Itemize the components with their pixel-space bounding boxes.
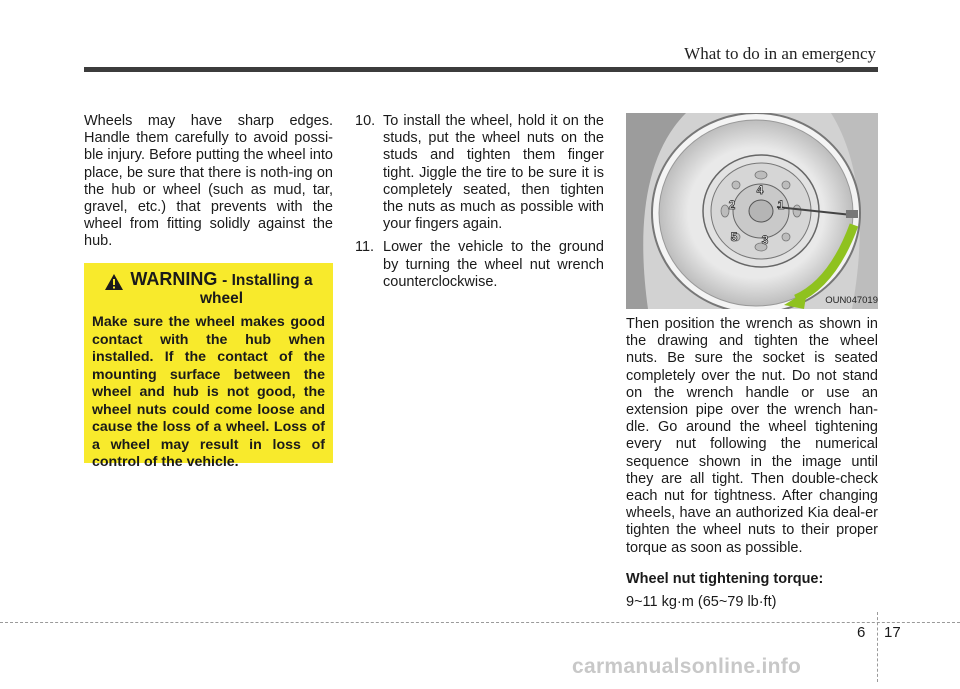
step-number: 11.	[355, 239, 375, 256]
watermark: carmanualsonline.info	[572, 655, 802, 678]
warning-subtitle-line2: wheel	[199, 290, 244, 307]
footer-dashed-rule	[0, 622, 960, 623]
page-number: 17	[884, 624, 901, 641]
tightening-instructions	[626, 316, 878, 611]
figure-code: OUN047019	[825, 295, 878, 306]
torque-label: Wheel nut tightening torque:	[626, 570, 824, 587]
footer-vertical-rule	[877, 612, 878, 682]
step-text: Lower the vehicle to the ground by turning the wheel nut wrench counterclockwise.	[383, 239, 604, 290]
step-number: 10.	[355, 113, 376, 129]
warning-body: Make sure the wheel makes good contact with the hub when installed. If the contact of the mounting surface between the wheel and hub is not good, the wheel nuts could come loose and cause the loss of a wheel. Loss of a wheel may result in loss of control of the vehicle.	[92, 314, 325, 470]
warning-subtitle: - Installing a	[222, 272, 313, 289]
warning-title	[130, 270, 312, 308]
warning-header	[92, 270, 325, 308]
step-item	[355, 239, 604, 291]
header-rule	[84, 67, 878, 72]
nut-label-2: 2	[728, 198, 736, 212]
chapter-number: 6	[857, 624, 866, 641]
nut-label-1: 1	[777, 198, 785, 212]
nut-label-5: 5	[730, 230, 738, 244]
warning-word: WARNING	[130, 269, 218, 289]
torque-value: 9~11 kg·m (65~79 lb·ft)	[626, 594, 777, 611]
warning-box	[84, 263, 333, 470]
wheel-figure	[626, 113, 878, 309]
step-item	[355, 113, 604, 233]
warning-triangle-icon	[104, 273, 124, 291]
nut-label-3: 3	[761, 233, 769, 247]
step-text: To install the wheel, hold it on the studs, put the wheel nuts on the studs and tighten them finger tight. Jiggle the tire to be sure it is completely seated, then tighten the nuts as much as possible with your fingers again.	[383, 113, 604, 233]
nut-label-4: 4	[756, 183, 764, 197]
intro-paragraph: Wheels may have sharp edges. Handle them carefully to avoid possi-ble injury. Before putting the wheel into place, be sure that there is noth-ing on the hub or wheel (such as mud, tar, gravel, etc.) that prevents with the wheel from fitting solidly against the hub.	[84, 113, 333, 250]
wheel-illustration	[626, 113, 878, 309]
steps-list	[355, 113, 604, 297]
page-header-title: What to do in an emergency	[684, 44, 876, 63]
tightening-paragraph: Then position the wrench as shown in the drawing and tighten the wheel nuts. Be sure the socket is seated completely over the nut. Do not stand on the wrench handle or use an extension pipe over the wrench han-dle. Go around the wheel tightening every nut following the numerical sequence shown in the image until they are all tight. Then double-check each nut for tightness. After changing wheels, have an authorized Kia deal-er tighten the wheel nuts to their proper torque as soon as possible.	[626, 316, 878, 556]
